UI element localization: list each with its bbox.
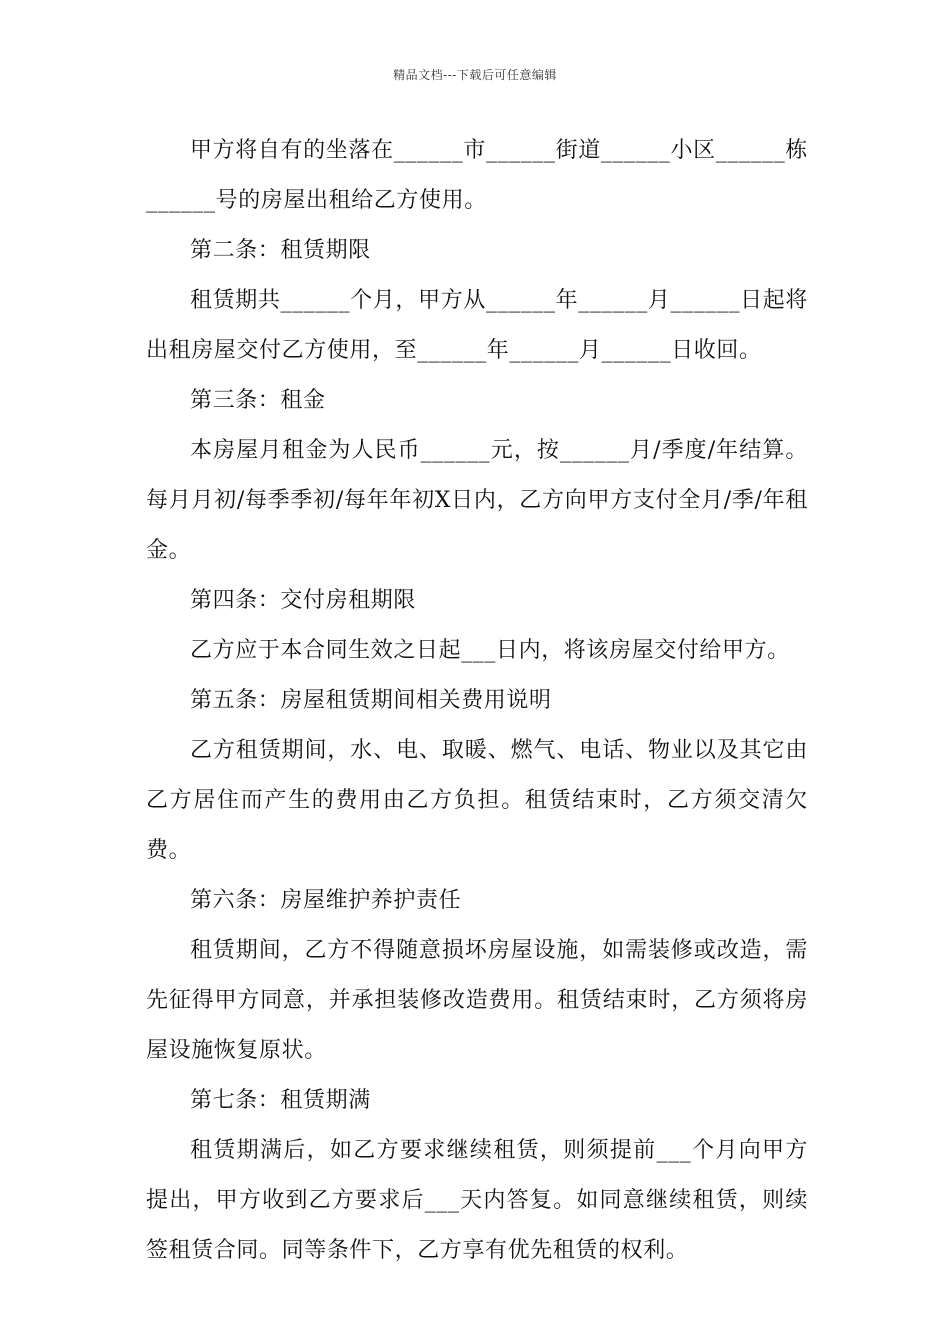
paragraph-lease-term: 租赁期共______个月，甲方从______年______月______日起将出租房屋交付乙方使用，至______年______月______日收回。 xyxy=(146,288,808,363)
section-heading-lease-term: 第二条：租赁期限 xyxy=(190,238,371,263)
paragraph-maintenance: 租赁期间，乙方不得随意损坏房屋设施，如需装修或改造，需先征得甲方同意，并承担装修改造费用。租赁结束时，乙方须将房屋设施恢复原状。 xyxy=(146,938,808,1063)
paragraph-lease-expiry: 租赁期满后，如乙方要求继续租赁，则须提前___个月向甲方提出，甲方收到乙方要求后___天内答复。如同意继续租赁，则续签租赁合同。同等条件下，乙方享有优先租赁的权利。 xyxy=(146,1138,808,1263)
paragraph-property-location: 甲方将自有的坐落在______市______街道______小区______栋______号的房屋出租给乙方使用。 xyxy=(146,138,808,213)
document-body xyxy=(146,126,808,1276)
section-heading-lease-expiry: 第七条：租赁期满 xyxy=(190,1088,371,1113)
section-heading-rent: 第三条：租金 xyxy=(190,388,326,413)
paragraph-rent: 本房屋月租金为人民币______元，按______月/季度/年结算。每月月初/每季季初/每年年初X日内，乙方向甲方支付全月/季/年租金。 xyxy=(146,438,808,563)
paragraph-expenses: 乙方租赁期间，水、电、取暖、燃气、电话、物业以及其它由乙方居住而产生的费用由乙方负担。租赁结束时，乙方须交清欠费。 xyxy=(146,738,808,863)
section-heading-payment-deadline: 第四条：交付房租期限 xyxy=(190,588,417,613)
page-header: 精品文档---下载后可任意编辑 xyxy=(393,68,557,82)
section-heading-expenses: 第五条：房屋租赁期间相关费用说明 xyxy=(190,688,552,713)
paragraph-payment-deadline: 乙方应于本合同生效之日起___日内，将该房屋交付给甲方。 xyxy=(190,638,790,663)
section-heading-maintenance: 第六条：房屋维护养护责任 xyxy=(190,888,462,913)
